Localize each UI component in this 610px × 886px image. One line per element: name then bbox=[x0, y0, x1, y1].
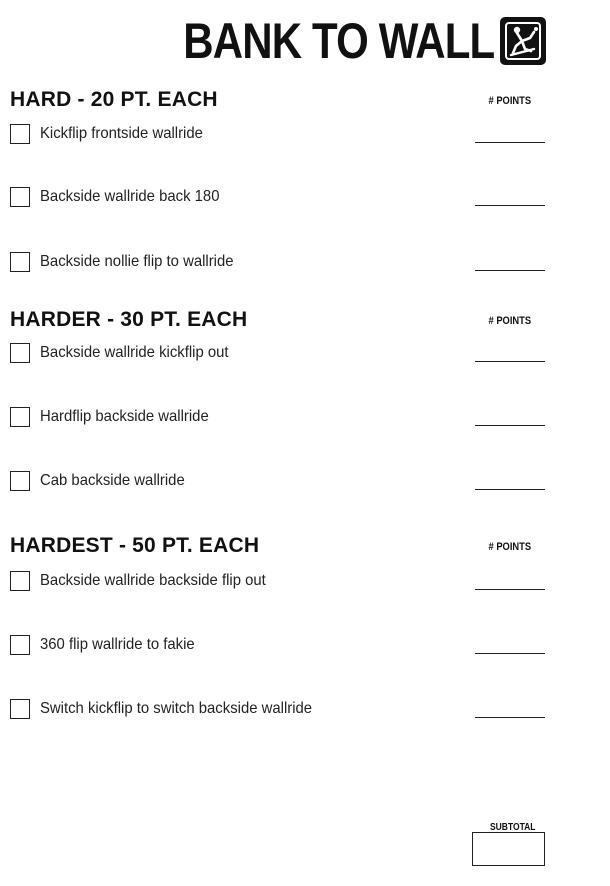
list-item bbox=[0, 343, 610, 367]
trick-label: Switch kickflip to switch backside wallride bbox=[40, 700, 313, 717]
list-item bbox=[0, 471, 610, 495]
points-entry-line[interactable] bbox=[475, 589, 545, 590]
list-item bbox=[0, 124, 610, 148]
list-item bbox=[0, 252, 610, 276]
trick-label: Kickflip frontside wallride bbox=[40, 125, 203, 142]
subtotal-field[interactable] bbox=[472, 832, 545, 866]
trick-checkbox[interactable] bbox=[10, 699, 30, 719]
trick-label: Backside wallride backside flip out bbox=[40, 572, 266, 589]
points-entry-line[interactable] bbox=[475, 489, 545, 490]
list-item bbox=[0, 635, 610, 659]
section-heading: HARDER - 30 PT. EACH bbox=[10, 308, 248, 331]
points-column-label: # POINTS bbox=[488, 95, 531, 107]
points-entry-line[interactable] bbox=[475, 205, 545, 206]
trick-checkbox[interactable] bbox=[10, 124, 30, 144]
trick-checkbox[interactable] bbox=[10, 635, 30, 655]
section-heading: HARD - 20 PT. EACH bbox=[10, 88, 218, 111]
points-entry-line[interactable] bbox=[475, 425, 545, 426]
points-column-label: # POINTS bbox=[488, 541, 531, 553]
trick-label: Hardflip backside wallride bbox=[40, 408, 209, 425]
trick-label: Backside nollie flip to wallride bbox=[40, 253, 234, 270]
trick-checkbox[interactable] bbox=[10, 187, 30, 207]
list-item bbox=[0, 187, 610, 211]
list-item bbox=[0, 571, 610, 595]
skater-wallride-icon bbox=[500, 17, 546, 65]
trick-checkbox[interactable] bbox=[10, 343, 30, 363]
points-column-label: # POINTS bbox=[488, 315, 531, 327]
header bbox=[124, 13, 546, 69]
trick-label: Backside wallride kickflip out bbox=[40, 344, 229, 361]
subtotal-label: SUBTOTAL bbox=[490, 822, 536, 833]
page-title: BANK TO WALL bbox=[182, 13, 494, 69]
trick-checkbox[interactable] bbox=[10, 407, 30, 427]
points-entry-line[interactable] bbox=[475, 361, 545, 362]
trick-checkbox[interactable] bbox=[10, 471, 30, 491]
trick-label: 360 flip wallride to fakie bbox=[40, 636, 195, 653]
points-entry-line[interactable] bbox=[475, 270, 545, 271]
trick-label: Backside wallride back 180 bbox=[40, 188, 220, 205]
trick-checkbox[interactable] bbox=[10, 571, 30, 591]
list-item bbox=[0, 407, 610, 431]
points-entry-line[interactable] bbox=[475, 142, 545, 143]
trick-label: Cab backside wallride bbox=[40, 472, 185, 489]
list-item bbox=[0, 699, 610, 723]
trick-checkbox[interactable] bbox=[10, 252, 30, 272]
points-entry-line[interactable] bbox=[475, 653, 545, 654]
section-heading: HARDEST - 50 PT. EACH bbox=[10, 534, 260, 557]
points-entry-line[interactable] bbox=[475, 717, 545, 718]
